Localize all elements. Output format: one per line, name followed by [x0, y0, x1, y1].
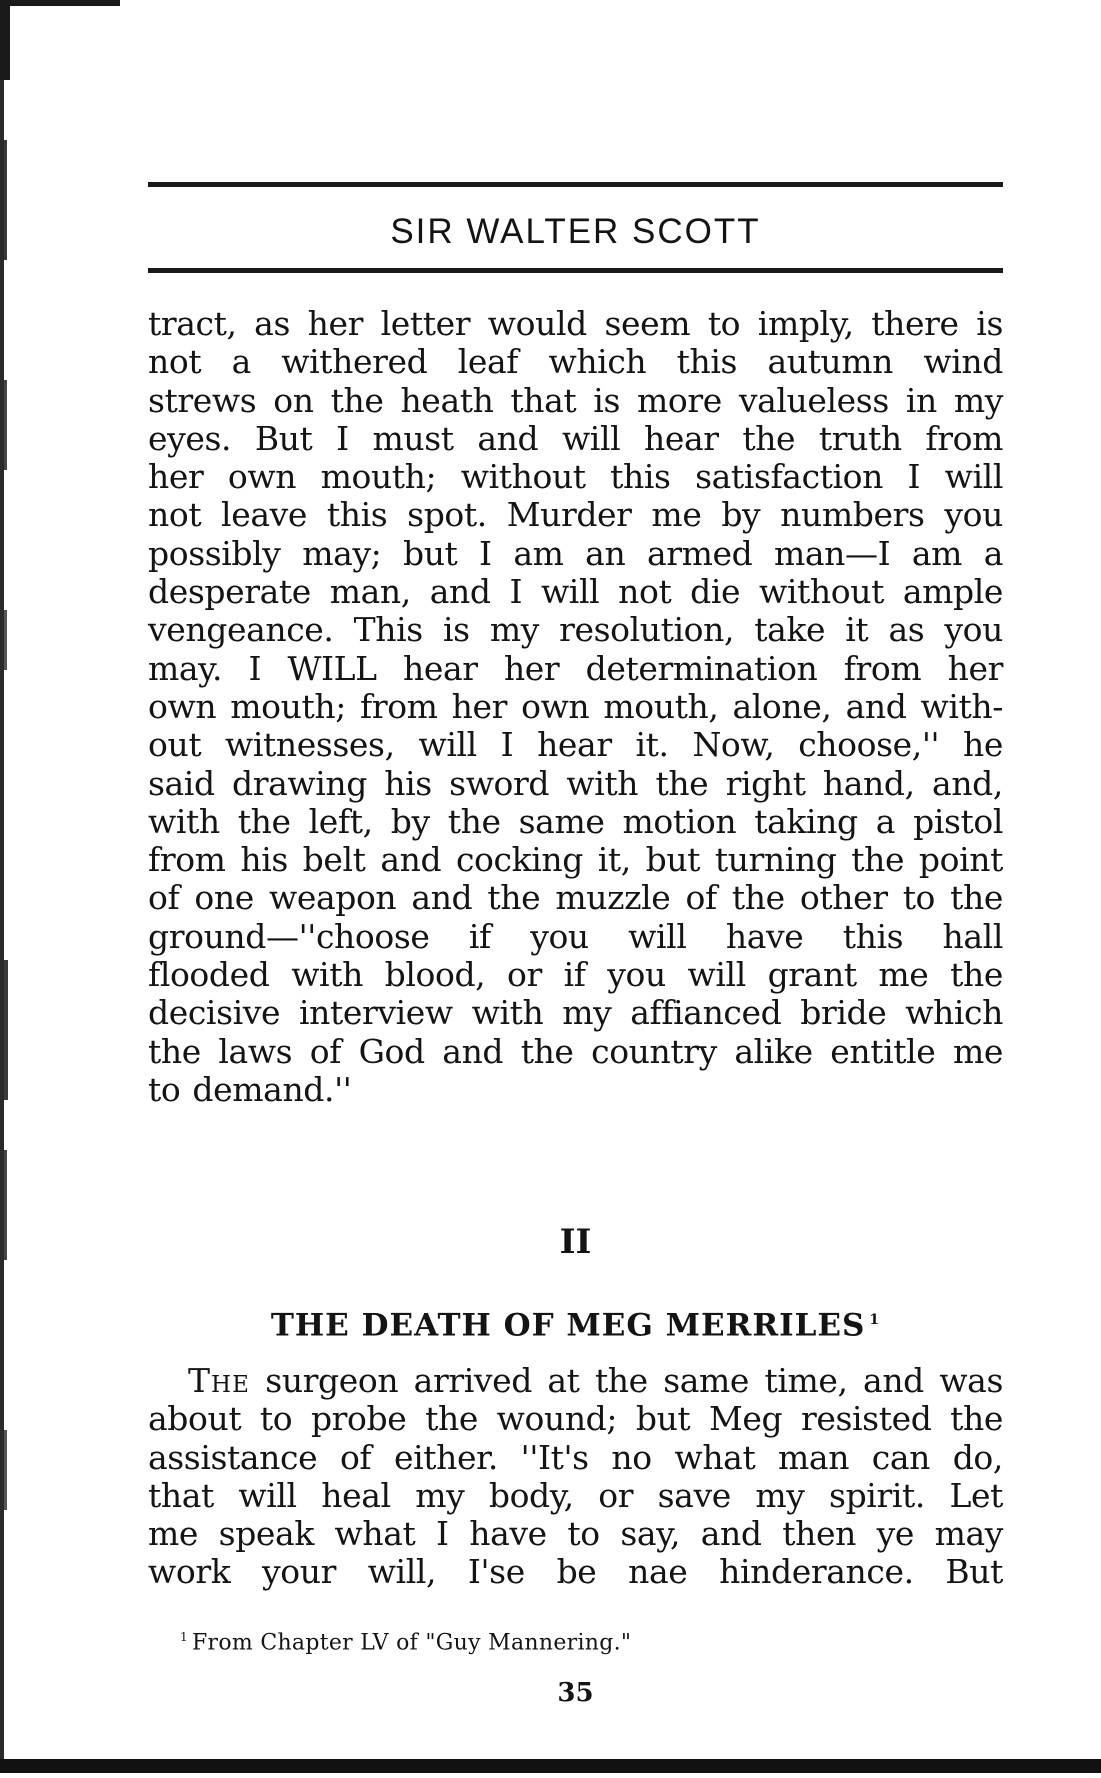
chapter-number: II — [559, 1222, 592, 1262]
paragraph-lines — [148, 1400, 1003, 1591]
paragraph-line: her own mouth; without this satisfaction I will — [148, 457, 1003, 497]
paragraph-line: about to probe the wound; but Meg resisted the — [148, 1399, 1003, 1439]
paragraph-line: the laws of God and the country alike entitle me — [148, 1031, 1003, 1071]
paragraph-line: strews on the heath that is more valueless in my — [148, 380, 1003, 420]
paragraph-line: of one weapon and the muzzle of the other to the — [148, 878, 1003, 918]
paragraph-line: tract, as her letter would seem to imply, there is — [148, 304, 1003, 343]
paragraph-line — [148, 1362, 1003, 1400]
opening-word: The — [188, 1361, 250, 1400]
paragraph-line: out witnesses, will I hear it. Now, choose,'' he — [148, 725, 1003, 765]
paragraph-line: to demand.'' — [148, 1069, 352, 1109]
paragraph-line: own mouth; from her own mouth, alone, and with- — [148, 686, 1003, 726]
paragraph-chapter-opening — [148, 1362, 1003, 1592]
paragraph-line: me speak what I have to say, and then ye may — [148, 1514, 1003, 1554]
scan-edge-marks — [0, 0, 22, 1773]
scan-bottom-edge — [0, 1759, 1101, 1773]
chapter-title-text: THE DEATH OF MEG MERRILES — [270, 1307, 866, 1344]
paragraph-line: flooded with blood, or if you will grant me the — [148, 955, 1003, 995]
chapter-title-footnote-mark: 1 — [869, 1312, 881, 1328]
paragraph-line: said drawing his sword with the right hand, and, — [148, 763, 1003, 803]
opening-line-rest: surgeon arrived at the same time, and was — [249, 1361, 1003, 1400]
paragraph-line: vengeance. This is my resolution, take it as you — [148, 610, 1003, 650]
page-number: 35 — [557, 1678, 594, 1708]
running-head: SIR WALTER SCOTT — [390, 212, 761, 251]
paragraph-line: desperate man, and I will not die without ample — [148, 572, 1003, 612]
paragraph-line: that will heal my body, or save my spirit. Let — [148, 1475, 1003, 1515]
paragraph-line: from his belt and cocking it, but turning the point — [148, 840, 1003, 880]
footnote-mark: 1 — [180, 1630, 188, 1644]
paragraph-line: decisive interview with my affianced bride which — [148, 993, 1003, 1033]
paragraph-line: work your will, I'se be nae hinderance. But — [148, 1552, 1003, 1592]
chapter-title — [148, 1300, 1003, 1345]
paragraph-line: not leave this spot. Murder me by numbers you — [148, 495, 1003, 535]
header-rule-top — [148, 182, 1003, 187]
footnote-text: From Chapter LV of "Guy Mannering." — [191, 1630, 632, 1656]
paragraph-line: assistance of either. ''It's no what man can do, — [148, 1437, 1003, 1477]
paragraph-line: eyes. But I must and will hear the truth from — [148, 418, 1003, 458]
paragraph-line: may. I WILL hear her determination from her — [148, 648, 1003, 688]
paragraph-line: ground—''choose if you will have this hall — [148, 916, 1003, 956]
footnote — [180, 1622, 980, 1658]
paragraph-continued — [148, 305, 1003, 1109]
scan-corner-mark-vertical — [0, 0, 10, 80]
paragraph-line: not a withered leaf which this autumn wind — [148, 342, 1003, 382]
paragraph-line: with the left, by the same motion taking a pistol — [148, 801, 1003, 841]
scan-margin-artifact — [0, 0, 22, 1773]
scan-corner-mark — [0, 0, 120, 6]
header-rule-bottom — [148, 268, 1003, 273]
paragraph-line: possibly may; but I am an armed man—I am a — [148, 533, 1003, 573]
